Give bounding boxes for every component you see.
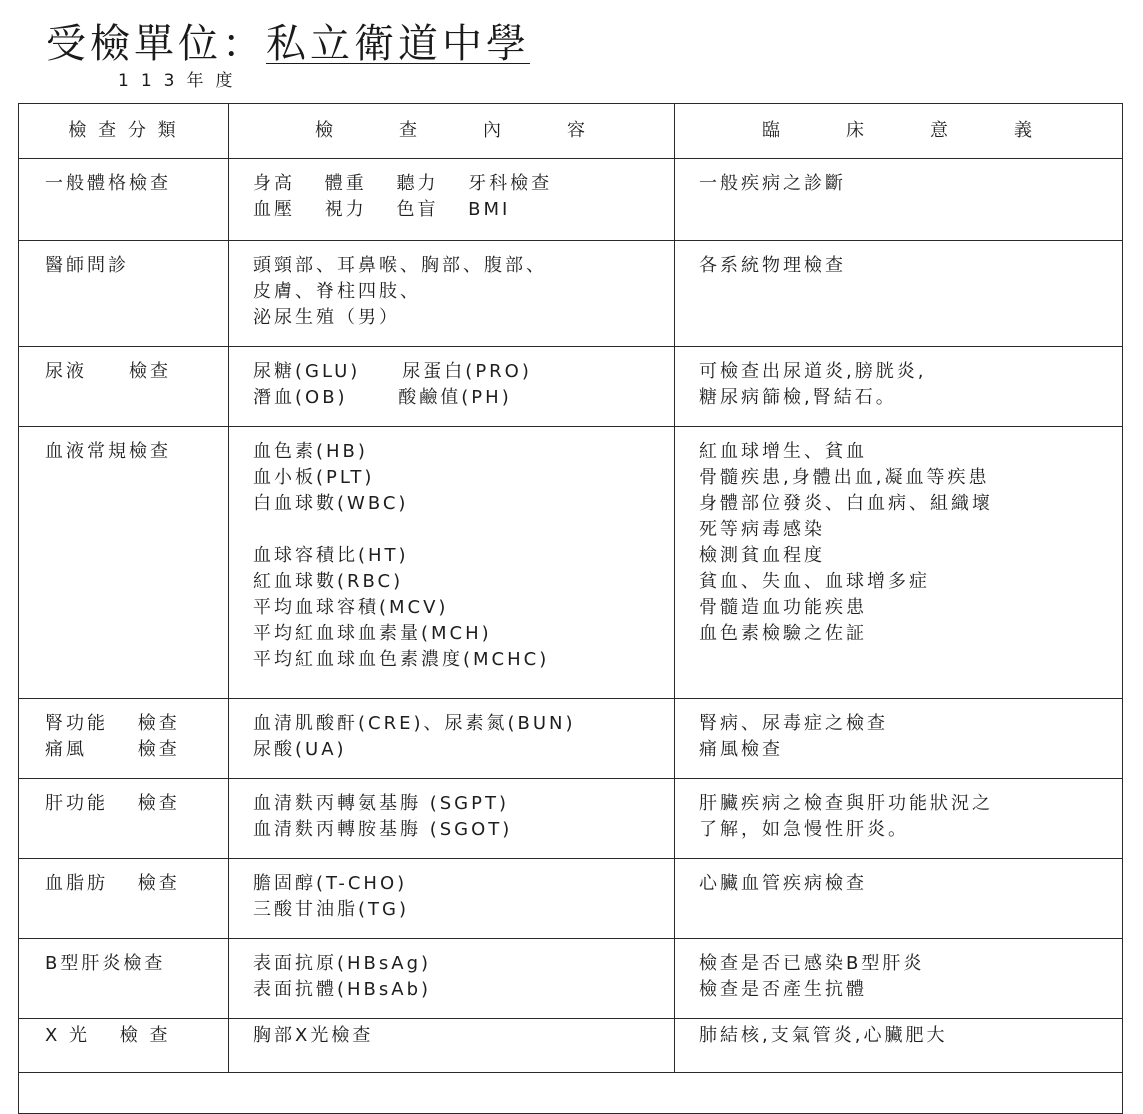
meaning-cell [675, 779, 1123, 859]
content-line: 泌尿生殖（男） [253, 307, 400, 328]
meaning-cell [675, 427, 1123, 699]
content-cell [229, 1019, 675, 1073]
category-label: 痛風 檢查 [45, 739, 180, 760]
table-row [19, 427, 1123, 699]
category-cell [19, 241, 229, 347]
content-line: 血清肌酸酐(CRE)、尿素氮(BUN) [253, 713, 576, 734]
content-cell [229, 427, 675, 699]
meaning-cell [675, 939, 1123, 1019]
category-cell [19, 347, 229, 427]
content-line: 表面抗原(HBsAg) [253, 953, 432, 974]
table-row [19, 347, 1123, 427]
category-label: 血脂肪 檢查 [45, 873, 180, 894]
meaning-line: 一般疾病之診斷 [699, 173, 846, 194]
meaning-line: 紅血球增生、貧血 [699, 441, 867, 462]
category-label: 醫師問診 [45, 255, 129, 276]
meaning-line: 心臟血管疾病檢查 [699, 873, 867, 894]
content-line: 頭頸部、耳鼻喉、胸部、腹部、 [253, 255, 547, 276]
content-line: 潛血(OB) 酸鹼值(PH) [253, 387, 512, 408]
year-label: 113年度 [118, 71, 245, 91]
table-row [19, 859, 1123, 939]
table-row [19, 699, 1123, 779]
category-cell [19, 939, 229, 1019]
meaning-line: 檢查是否產生抗體 [699, 979, 867, 1000]
content-cell [229, 347, 675, 427]
table-row [19, 159, 1123, 241]
category-label: 腎功能 檢查 [45, 713, 180, 734]
table-row [19, 241, 1123, 347]
table-row [19, 1019, 1123, 1073]
meaning-cell [675, 699, 1123, 779]
meaning-line: 糖尿病篩檢,腎結石。 [699, 387, 897, 408]
content-line: 三酸甘油脂(TG) [253, 899, 409, 920]
content-line: 胸部X光檢查 [253, 1025, 374, 1046]
meaning-line: 了解，如急慢性肝炎。 [699, 819, 909, 840]
content-line: 尿酸(UA) [253, 739, 347, 760]
column-header-category: 檢 查 分 類 [19, 104, 229, 159]
meaning-cell [675, 347, 1123, 427]
category-label: 一般體格檢查 [45, 173, 171, 194]
content-line: 血清麩丙轉氨基脢 (SGPT) [253, 793, 509, 814]
table-row [19, 779, 1123, 859]
category-cell [19, 159, 229, 241]
meaning-cell [675, 159, 1123, 241]
content-cell [229, 859, 675, 939]
table-footer-cell [19, 1073, 1123, 1114]
category-cell [19, 779, 229, 859]
content-line: 尿糖(GLU) 尿蛋白(PRO) [253, 361, 532, 382]
content-line: 平均血球容積(MCV) [253, 597, 449, 618]
meaning-line: 檢測貧血程度 [699, 545, 825, 566]
meaning-line: 可檢查出尿道炎,膀胱炎, [699, 361, 927, 382]
meaning-line: 檢查是否已感染B型肝炎 [699, 953, 925, 974]
category-cell [19, 427, 229, 699]
content-cell [229, 159, 675, 241]
page-title [46, 20, 530, 68]
content-line: 表面抗體(HBsAb) [253, 979, 432, 1000]
content-line: 紅血球數(RBC) [253, 571, 404, 592]
school-name: 私立衛道中學 [266, 21, 530, 67]
content-line: 血小板(PLT) [253, 467, 375, 488]
content-line: 平均紅血球血色素濃度(MCHC) [253, 649, 550, 670]
content-line: 皮膚、脊柱四肢、 [253, 281, 421, 302]
meaning-line: 血色素檢驗之佐証 [699, 623, 867, 644]
exam-table [18, 103, 1123, 1114]
meaning-cell [675, 1019, 1123, 1073]
content-line: 膽固醇(T-CHO) [253, 873, 408, 894]
meaning-line: 肝臟疾病之檢查與肝功能狀況之 [699, 793, 993, 814]
category-label: X 光 檢 查 [45, 1025, 171, 1046]
meaning-cell [675, 241, 1123, 347]
content-cell [229, 939, 675, 1019]
content-cell [229, 779, 675, 859]
content-line: 平均紅血球血素量(MCH) [253, 623, 492, 644]
category-cell [19, 699, 229, 779]
meaning-line: 肺結核,支氣管炎,心臟肥大 [699, 1025, 948, 1046]
content-line: 血球容積比(HT) [253, 545, 409, 566]
meaning-line: 死等病毒感染 [699, 519, 825, 540]
meaning-line: 貧血、失血、血球增多症 [699, 571, 930, 592]
category-label: 尿液 檢查 [45, 361, 171, 382]
title-prefix: 受檢單位： [46, 21, 266, 67]
meaning-cell [675, 859, 1123, 939]
meaning-line: 骨髓疾患,身體出血,凝血等疾患 [699, 467, 990, 488]
column-header-content: 檢 查 內 容 [229, 104, 675, 159]
meaning-line: 腎病、尿毒症之檢查 [699, 713, 888, 734]
content-line: 血色素(HB) [253, 441, 368, 462]
content-gap [253, 517, 664, 543]
category-label: 血液常規檢查 [45, 441, 171, 462]
content-line: 血清麩丙轉胺基脢 (SGOT) [253, 819, 513, 840]
column-header-meaning: 臨 床 意 義 [675, 104, 1123, 159]
table-footer-row [19, 1073, 1123, 1114]
table-header-row [19, 104, 1123, 159]
category-cell [19, 1019, 229, 1073]
meaning-line: 身體部位發炎、白血病、組織壞 [699, 493, 993, 514]
content-line: 身高 體重 聽力 牙科檢查 [253, 173, 553, 194]
content-line: 血壓 視力 色盲 BMI [253, 199, 511, 220]
category-label: B型肝炎檢查 [45, 953, 166, 974]
meaning-line: 骨髓造血功能疾患 [699, 597, 867, 618]
category-cell [19, 859, 229, 939]
table-row [19, 939, 1123, 1019]
content-cell [229, 241, 675, 347]
meaning-line: 各系統物理檢查 [699, 255, 846, 276]
content-line: 白血球數(WBC) [253, 493, 409, 514]
meaning-line: 痛風檢查 [699, 739, 783, 760]
content-cell [229, 699, 675, 779]
category-label: 肝功能 檢查 [45, 793, 180, 814]
